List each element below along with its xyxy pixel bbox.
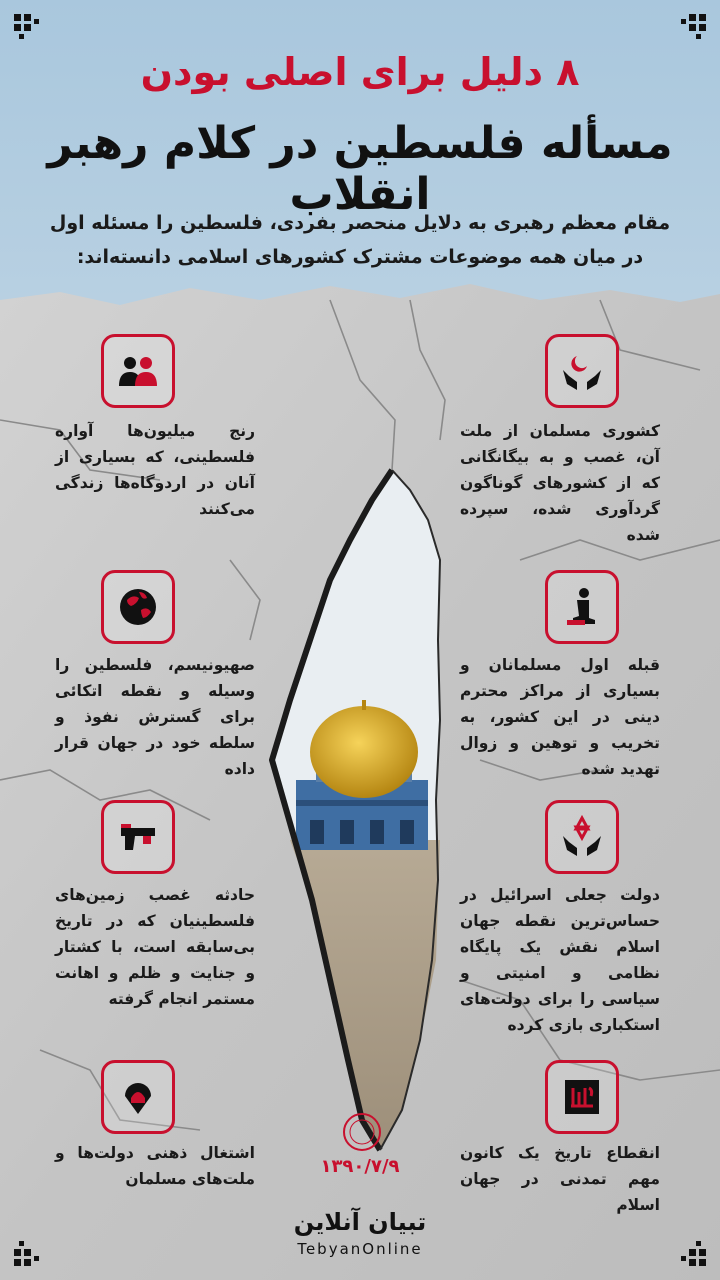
- people-icon: [101, 334, 175, 408]
- reason-text: قبله اول مسلمانان و بسیاری از مراکز محترم دینی در این کشور، به تخریب و توهین و زوال تهدید شده: [460, 656, 660, 778]
- praying-person-icon: [545, 570, 619, 644]
- reason-text: انقطاع تاریخ یک کانون مهم تمدنی در جهان اسلام: [460, 1144, 660, 1214]
- reason-text: صهیونیسم، فلسطین را وسیله و نقطه اتکائی برای گسترش نفوذ و سلطه خود در جهان قرار داده: [55, 656, 255, 778]
- logo-persian: تبیان آنلاین: [293, 1208, 427, 1236]
- reason-text: حادثه غصب زمین‌های فلسطینیان که در تاریخ بی‌سابقه است، با کشتار و جنایت و ظلم و اهانت مستمر انجام گرفته: [55, 886, 255, 1008]
- title-line-2: مسأله فلسطین در کلام رهبر انقلاب: [47, 118, 673, 220]
- allah-calligraphy-icon: [545, 1060, 619, 1134]
- logo-english: TebyanOnline: [297, 1240, 423, 1258]
- reason-text: کشوری مسلمان از ملت آن، غصب و به بیگانگانی که از کشورهای گوناگون گردآوری شده، سپرده شده: [460, 422, 660, 544]
- globe-icon: [101, 570, 175, 644]
- date-label: ۱۳۹۰/۷/۹: [320, 1156, 400, 1177]
- gun-icon: [101, 800, 175, 874]
- hands-crescent-icon: [545, 334, 619, 408]
- corner-ornament-icon: [14, 14, 48, 48]
- location-mosque-icon: [101, 1060, 175, 1134]
- reason-text: دولت جعلی اسرائیل در حساس‌ترین نقطه جهان اسلام نقش یک پایگاه نظامی و امنیتی و سیاسی را برای دولت‌های استکباری بازی کرده: [460, 886, 660, 1034]
- reason-text: رنج میلیون‌ها آواره فلسطینی، که بسیاری از آنان در اردوگاه‌ها زندگی می‌کنند: [55, 422, 255, 518]
- intro-text: مقام معظم رهبری به دلایل منحصر بفردی، فلسطین را مسئله اول در میان همه موضوعات مشترک کشورهای اسلامی دانسته‌اند:: [49, 212, 671, 268]
- title-line-1: ۸ دلیل برای اصلی بودن: [140, 50, 580, 94]
- corner-ornament-icon: [672, 14, 706, 48]
- reason-text: اشتغال ذهنی دولت‌ها و ملت‌های مسلمان: [55, 1144, 255, 1188]
- hands-star-of-david-icon: [545, 800, 619, 874]
